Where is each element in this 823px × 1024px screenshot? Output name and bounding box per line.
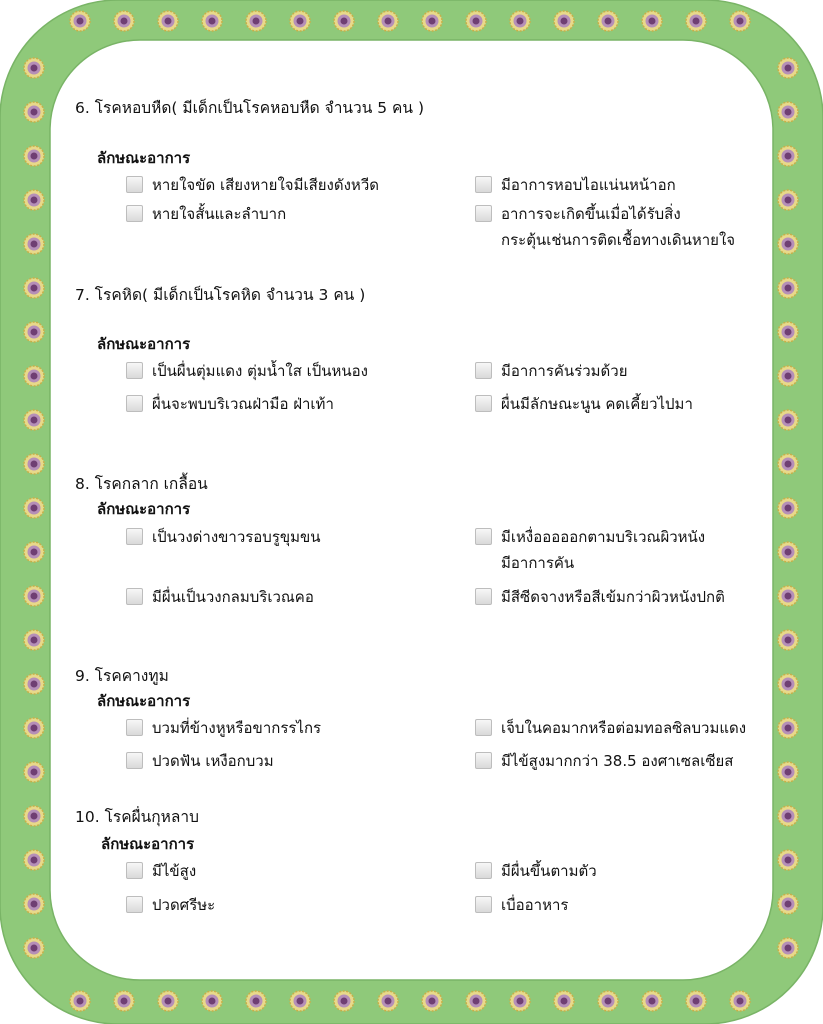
flower-ornament-icon bbox=[24, 894, 44, 914]
flower-ornament-icon bbox=[202, 11, 222, 31]
checkbox[interactable] bbox=[126, 752, 143, 769]
flower-ornament-icon bbox=[24, 454, 44, 474]
checkbox[interactable] bbox=[475, 862, 492, 879]
section-6-subtitle: ลักษณะอาการ bbox=[97, 149, 191, 167]
symptom-9-3[interactable]: ปวดฟัน เหงือกบวม bbox=[126, 748, 274, 774]
symptom-7-1[interactable]: เป็นผื่นตุ่มแดง ตุ่มน้ำใส เป็นหนอง bbox=[126, 358, 368, 384]
flower-ornament-icon bbox=[24, 586, 44, 606]
flower-ornament-icon bbox=[24, 58, 44, 78]
checkbox[interactable] bbox=[475, 752, 492, 769]
checkbox[interactable] bbox=[126, 362, 143, 379]
flower-ornament-icon bbox=[24, 762, 44, 782]
symptom-7-3[interactable]: ผื่นจะพบบริเวณฝ่ามือ ฝ่าเท้า bbox=[126, 391, 334, 417]
flower-ornament-icon bbox=[778, 894, 798, 914]
checkbox[interactable] bbox=[126, 528, 143, 545]
symptom-7-2[interactable]: มีอาการคันร่วมด้วย bbox=[475, 358, 628, 384]
flower-ornament-icon bbox=[778, 586, 798, 606]
flower-ornament-icon bbox=[202, 991, 222, 1011]
flower-ornament-icon bbox=[24, 410, 44, 430]
symptom-8-4[interactable]: มีสีซีดจางหรือสีเข้มกว่าผิวหนังปกติ bbox=[475, 584, 725, 610]
flower-ornament-icon bbox=[24, 366, 44, 386]
flower-ornament-icon bbox=[114, 11, 134, 31]
flower-ornament-icon bbox=[246, 11, 266, 31]
flower-ornament-icon bbox=[378, 991, 398, 1011]
flower-ornament-icon bbox=[422, 991, 442, 1011]
flower-ornament-icon bbox=[290, 991, 310, 1011]
flower-ornament-icon bbox=[598, 991, 618, 1011]
symptom-8-1[interactable]: เป็นวงด่างขาวรอบรูขุมขน bbox=[126, 524, 321, 550]
flower-ornament-icon bbox=[24, 718, 44, 738]
flower-ornament-icon bbox=[778, 498, 798, 518]
symptom-10-4[interactable]: เบื่ออาหาร bbox=[475, 892, 568, 918]
checkbox[interactable] bbox=[475, 395, 492, 412]
flower-ornament-icon bbox=[642, 991, 662, 1011]
symptom-6-4[interactable]: อาการจะเกิดขึ้นเมื่อได้รับสิ่ง กระตุ้นเช่นการติดเชื้อทางเดินหายใจ bbox=[475, 201, 735, 253]
flower-ornament-icon bbox=[24, 674, 44, 694]
section-10-title: 10. โรคผื่นกุหลาบ bbox=[75, 808, 199, 826]
checkbox[interactable] bbox=[126, 588, 143, 605]
flower-ornament-icon bbox=[24, 102, 44, 122]
flower-ornament-icon bbox=[24, 234, 44, 254]
flower-ornament-icon bbox=[778, 454, 798, 474]
checkbox[interactable] bbox=[475, 719, 492, 736]
flower-ornament-icon bbox=[158, 11, 178, 31]
flower-ornament-icon bbox=[642, 11, 662, 31]
flower-ornament-icon bbox=[778, 938, 798, 958]
section-7-subtitle: ลักษณะอาการ bbox=[97, 335, 191, 353]
flower-ornament-icon bbox=[24, 938, 44, 958]
checkbox[interactable] bbox=[475, 588, 492, 605]
section-10-subtitle: ลักษณะอาการ bbox=[101, 835, 195, 853]
checkbox[interactable] bbox=[126, 176, 143, 193]
flower-ornament-icon bbox=[730, 991, 750, 1011]
flower-ornament-icon bbox=[778, 322, 798, 342]
flower-ornament-icon bbox=[24, 630, 44, 650]
flower-ornament-icon bbox=[466, 991, 486, 1011]
flower-ornament-icon bbox=[778, 102, 798, 122]
flower-ornament-icon bbox=[246, 991, 266, 1011]
section-9-subtitle: ลักษณะอาการ bbox=[97, 692, 191, 710]
symptom-10-3[interactable]: ปวดศรีษะ bbox=[126, 892, 215, 918]
flower-ornament-icon bbox=[778, 762, 798, 782]
flower-ornament-icon bbox=[778, 410, 798, 430]
checkbox[interactable] bbox=[126, 395, 143, 412]
checkbox[interactable] bbox=[126, 719, 143, 736]
flower-ornament-icon bbox=[510, 11, 530, 31]
flower-ornament-icon bbox=[334, 11, 354, 31]
flower-ornament-icon bbox=[778, 190, 798, 210]
checkbox[interactable] bbox=[475, 528, 492, 545]
symptom-9-2[interactable]: เจ็บในคอมากหรือต่อมทอลซิลบวมแดง bbox=[475, 715, 746, 741]
symptom-6-2[interactable]: มีอาการหอบไอแน่นหน้าอก bbox=[475, 172, 676, 198]
flower-ornament-icon bbox=[686, 991, 706, 1011]
symptom-6-1[interactable]: หายใจขัด เสียงหายใจมีเสียงดังหวีด bbox=[126, 172, 379, 198]
flower-ornament-icon bbox=[510, 991, 530, 1011]
flower-ornament-icon bbox=[778, 718, 798, 738]
checkbox[interactable] bbox=[475, 362, 492, 379]
flower-ornament-icon bbox=[24, 322, 44, 342]
flower-ornament-icon bbox=[778, 146, 798, 166]
checkbox[interactable] bbox=[475, 205, 492, 222]
flower-ornament-icon bbox=[778, 234, 798, 254]
checkbox[interactable] bbox=[126, 205, 143, 222]
section-8-subtitle: ลักษณะอาการ bbox=[97, 500, 191, 518]
section-9-title: 9. โรคคางทูม bbox=[75, 667, 169, 685]
section-7-title: 7. โรคหิด( มีเด็กเป็นโรคหิด จำนวน 3 คน ) bbox=[75, 286, 366, 304]
symptom-10-1[interactable]: มีไข้สูง bbox=[126, 858, 196, 884]
flower-ornament-icon bbox=[290, 11, 310, 31]
flower-ornament-icon bbox=[554, 991, 574, 1011]
checkbox[interactable] bbox=[126, 862, 143, 879]
flower-ornament-icon bbox=[70, 991, 90, 1011]
symptom-8-3[interactable]: มีผื่นเป็นวงกลมบริเวณคอ bbox=[126, 584, 314, 610]
symptom-10-2[interactable]: มีผื่นขึ้นตามตัว bbox=[475, 858, 597, 884]
flower-ornament-icon bbox=[778, 630, 798, 650]
section-8-title: 8. โรคกลาก เกลื้อน bbox=[75, 475, 208, 493]
flower-ornament-icon bbox=[730, 11, 750, 31]
flower-ornament-icon bbox=[778, 850, 798, 870]
flower-ornament-icon bbox=[24, 542, 44, 562]
flower-ornament-icon bbox=[778, 58, 798, 78]
flower-ornament-icon bbox=[598, 11, 618, 31]
symptom-7-4[interactable]: ผื่นมีลักษณะนูน คดเคี้ยวไปมา bbox=[475, 391, 693, 417]
flower-ornament-icon bbox=[24, 806, 44, 826]
symptom-6-3[interactable]: หายใจสั้นและลำบาก bbox=[126, 201, 286, 227]
flower-ornament-icon bbox=[686, 11, 706, 31]
flower-ornament-icon bbox=[422, 11, 442, 31]
flower-ornament-icon bbox=[24, 278, 44, 298]
flower-ornament-icon bbox=[378, 11, 398, 31]
flower-ornament-icon bbox=[466, 11, 486, 31]
checkbox[interactable] bbox=[475, 896, 492, 913]
flower-ornament-icon bbox=[24, 850, 44, 870]
flower-ornament-icon bbox=[778, 674, 798, 694]
flower-ornament-icon bbox=[24, 498, 44, 518]
flower-ornament-icon bbox=[334, 991, 354, 1011]
flower-ornament-icon bbox=[778, 278, 798, 298]
flower-ornament-icon bbox=[114, 991, 134, 1011]
flower-ornament-icon bbox=[158, 991, 178, 1011]
section-6-title: 6. โรคหอบหืด( มีเด็กเป็นโรคหอบหืด จำนวน 5 คน ) bbox=[75, 99, 424, 117]
flower-ornament-icon bbox=[778, 542, 798, 562]
symptom-8-2[interactable]: มีเหงื่อออออกตามบริเวณผิวหนัง มีอาการคัน bbox=[475, 524, 705, 576]
flower-ornament-icon bbox=[778, 806, 798, 826]
flower-ornament-icon bbox=[24, 146, 44, 166]
checkbox[interactable] bbox=[475, 176, 492, 193]
checkbox[interactable] bbox=[126, 896, 143, 913]
flower-ornament-icon bbox=[70, 11, 90, 31]
flower-ornament-icon bbox=[778, 366, 798, 386]
flower-ornament-icon bbox=[24, 190, 44, 210]
symptom-9-4[interactable]: มีไข้สูงมากกว่า 38.5 องศาเซลเซียส bbox=[475, 748, 733, 774]
flower-ornament-icon bbox=[554, 11, 574, 31]
symptom-9-1[interactable]: บวมที่ข้างหูหรือขากรรไกร bbox=[126, 715, 321, 741]
